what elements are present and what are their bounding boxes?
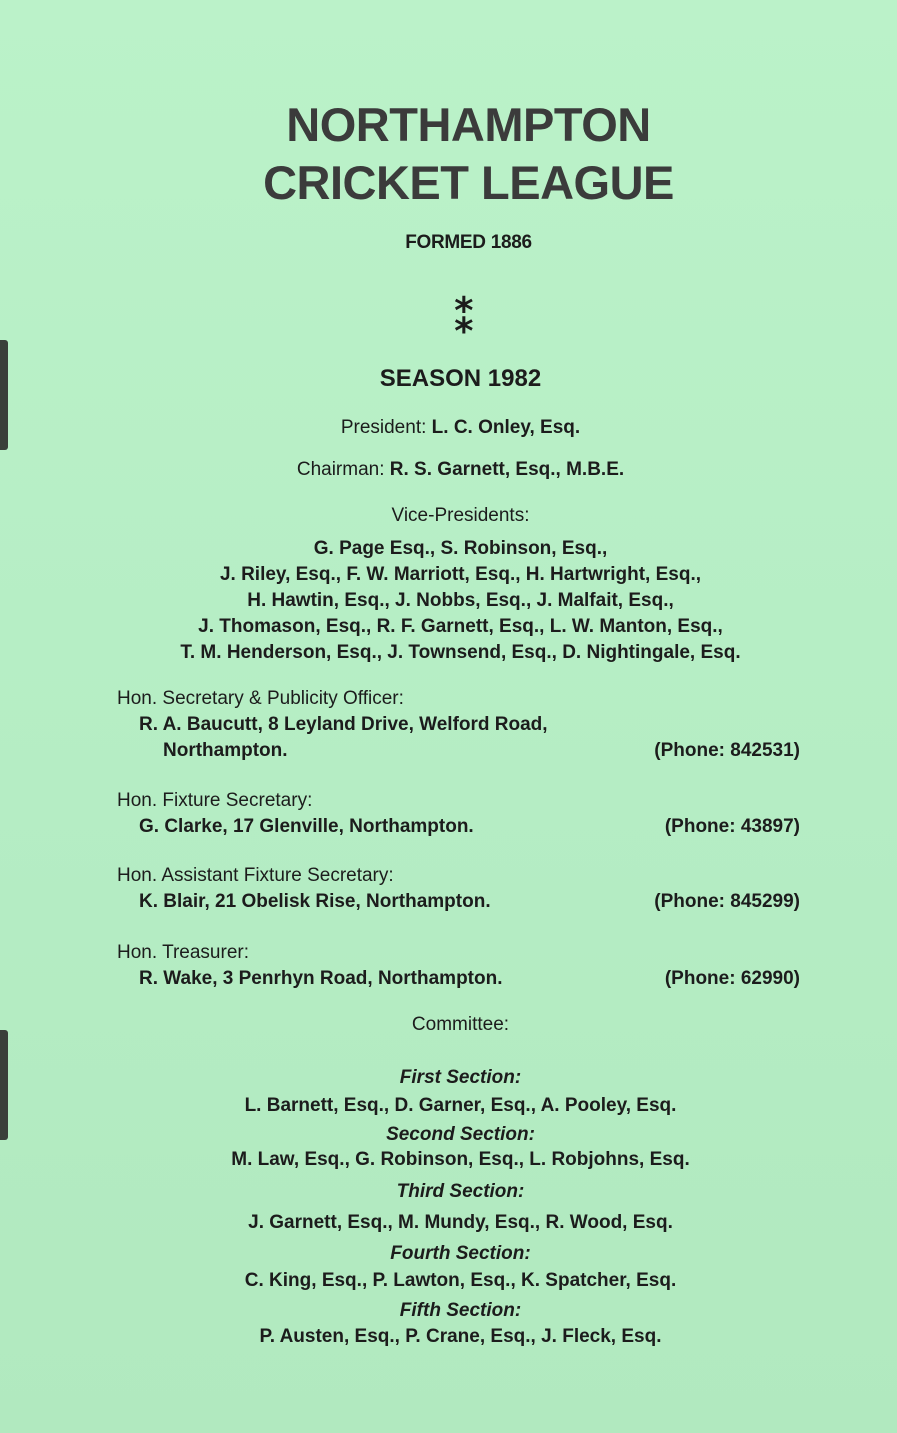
officer-phone: (Phone: 62990) bbox=[664, 968, 800, 989]
officer-hon-secretary bbox=[117, 686, 800, 764]
officer-detail-row bbox=[117, 889, 800, 915]
officer-address: K. Blair, 21 Obelisk Rise, Northampton. bbox=[139, 891, 491, 912]
committee-section-members: L. Barnett, Esq., D. Garner, Esq., A. Pooley, Esq. bbox=[244, 1095, 677, 1116]
committee-section-heading: First Section: bbox=[399, 1067, 522, 1088]
vice-president-line: T. M. Henderson, Esq., J. Townsend, Esq., D. Nightingale, Esq. bbox=[180, 642, 741, 663]
officer-hon-treasurer bbox=[117, 940, 800, 992]
committee-section-heading: Fifth Section: bbox=[399, 1300, 522, 1321]
officer-address: G. Clarke, 17 Glenville, Northampton. bbox=[139, 816, 474, 837]
officer-detail-row bbox=[117, 814, 800, 840]
season-heading: SEASON 1982 bbox=[379, 365, 542, 392]
asterisk-ornament-icon: ⁑ bbox=[452, 291, 477, 343]
officer-detail-row bbox=[117, 738, 800, 764]
officer-address-line1: R. A. Baucutt, 8 Leyland Drive, Welford Road, bbox=[139, 714, 548, 735]
president-label: President: bbox=[340, 417, 427, 438]
committee-section-heading: Fourth Section: bbox=[390, 1243, 531, 1264]
chairman-label: Chairman: bbox=[296, 459, 385, 480]
officer-phone: (Phone: 845299) bbox=[654, 891, 800, 912]
officer-hon-assistant-fixture-secretary bbox=[117, 863, 800, 915]
committee-section-heading: Third Section: bbox=[396, 1181, 525, 1202]
officer-hon-fixture-secretary bbox=[117, 788, 800, 840]
committee-section-members: C. King, Esq., P. Lawton, Esq., K. Spatcher, Esq. bbox=[244, 1270, 677, 1291]
vice-president-line: J. Thomason, Esq., R. F. Garnett, Esq., L. W. Manton, Esq., bbox=[198, 616, 723, 637]
officer-phone: (Phone: 842531) bbox=[654, 740, 800, 761]
officer-role: Hon. Secretary & Publicity Officer: bbox=[117, 688, 404, 709]
committee-section-members: M. Law, Esq., G. Robinson, Esq., L. Robjohns, Esq. bbox=[231, 1149, 690, 1170]
chairman-line bbox=[12, 459, 897, 481]
vice-president-line: H. Hawtin, Esq., J. Nobbs, Esq., J. Malfait, Esq., bbox=[247, 590, 674, 611]
vice-presidents-heading: Vice-Presidents: bbox=[391, 505, 530, 526]
title-line-2: CRICKET LEAGUE bbox=[263, 156, 674, 209]
vice-president-line: J. Riley, Esq., F. W. Marriott, Esq., H. Hartwright, Esq., bbox=[219, 564, 702, 585]
officer-detail-row bbox=[117, 966, 800, 992]
officer-address: R. Wake, 3 Penrhyn Road, Northampton. bbox=[139, 968, 503, 989]
chairman-name: R. S. Garnett, Esq., M.B.E. bbox=[389, 459, 625, 480]
committee-section-members: P. Austen, Esq., P. Crane, Esq., J. Fleck, Esq. bbox=[259, 1326, 662, 1347]
committee-heading: Committee: bbox=[411, 1014, 510, 1035]
officer-role: Hon. Treasurer: bbox=[117, 942, 249, 963]
formed-year: FORMED 1886 bbox=[405, 232, 532, 253]
title-line-1: NORTHAMPTON bbox=[286, 98, 651, 151]
officer-address: Northampton. bbox=[163, 740, 288, 761]
vice-president-line: G. Page Esq., S. Robinson, Esq., bbox=[313, 538, 608, 559]
committee-section-members: J. Garnett, Esq., M. Mundy, Esq., R. Wood, Esq. bbox=[248, 1212, 673, 1233]
president-name: L. C. Onley, Esq. bbox=[431, 417, 581, 438]
officer-phone: (Phone: 43897) bbox=[664, 816, 800, 837]
officer-role: Hon. Assistant Fixture Secretary: bbox=[117, 865, 394, 886]
president-line bbox=[12, 417, 897, 439]
committee-section-heading: Second Section: bbox=[386, 1124, 535, 1145]
binding-staple-top bbox=[0, 340, 8, 450]
officer-role: Hon. Fixture Secretary: bbox=[117, 790, 313, 811]
vice-presidents-list bbox=[12, 536, 897, 666]
binding-staple-bottom bbox=[0, 1030, 8, 1140]
league-title bbox=[20, 96, 897, 212]
